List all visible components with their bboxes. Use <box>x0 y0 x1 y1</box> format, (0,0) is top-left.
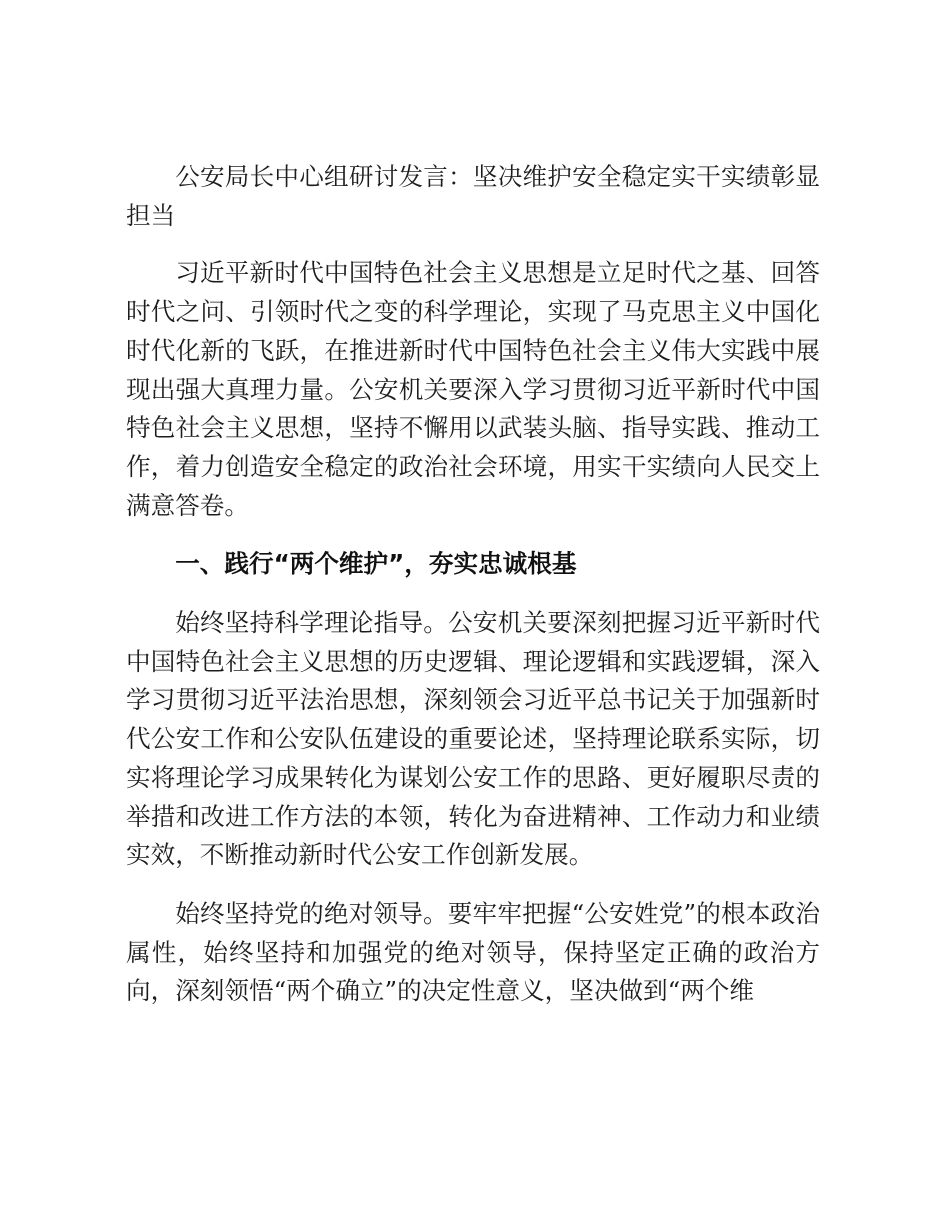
section1-paragraph-1: 始终坚持科学理论指导。公安机关要深刻把握习近平新时代中国特色社会主义思想的历史逻辑、理论逻辑和实践逻辑，深入学习贯彻习近平法治思想，深刻领会习近平总书记关于加强新时代公安工作和公安队伍建设的重要论述，坚持理论联系实际，切实将理论学习成果转化为谋划公安工作的思路、更好履职尽责的举措和改进工作方法的本领，转化为奋进精神、工作动力和业绩实效，不断推动新时代公安工作创新发展。 <box>126 608 820 870</box>
document-title: 公安局长中心组研讨发言：坚决维护安全稳定实干实绩彰显担当 <box>126 162 820 230</box>
document-page <box>126 158 820 1011</box>
intro-paragraph: 习近平新时代中国特色社会主义思想是立足时代之基、回答时代之问、引领时代之变的科学理论，实现了马克思主义中国化时代化新的飞跃，在推进新时代中国特色社会主义伟大实践中展现出强大真理力量。公安机关要深入学习贯彻习近平新时代中国特色社会主义思想，坚持不懈用以武装头脑、指导实践、推动工作，着力创造安全稳定的政治社会环境，用实干实绩向人民交上满意答卷。 <box>126 258 820 520</box>
section1-paragraph-2: 始终坚持党的绝对领导。要牢牢把握“公安姓党”的根本政治属性，始终坚持和加强党的绝对领导，保持坚定正确的政治方向，深刻领悟“两个确立”的决定性意义，坚决做到“两个维 <box>126 898 820 1006</box>
section-heading-1: 一、践行“两个维护”，夯实忠诚根基 <box>175 549 577 579</box>
